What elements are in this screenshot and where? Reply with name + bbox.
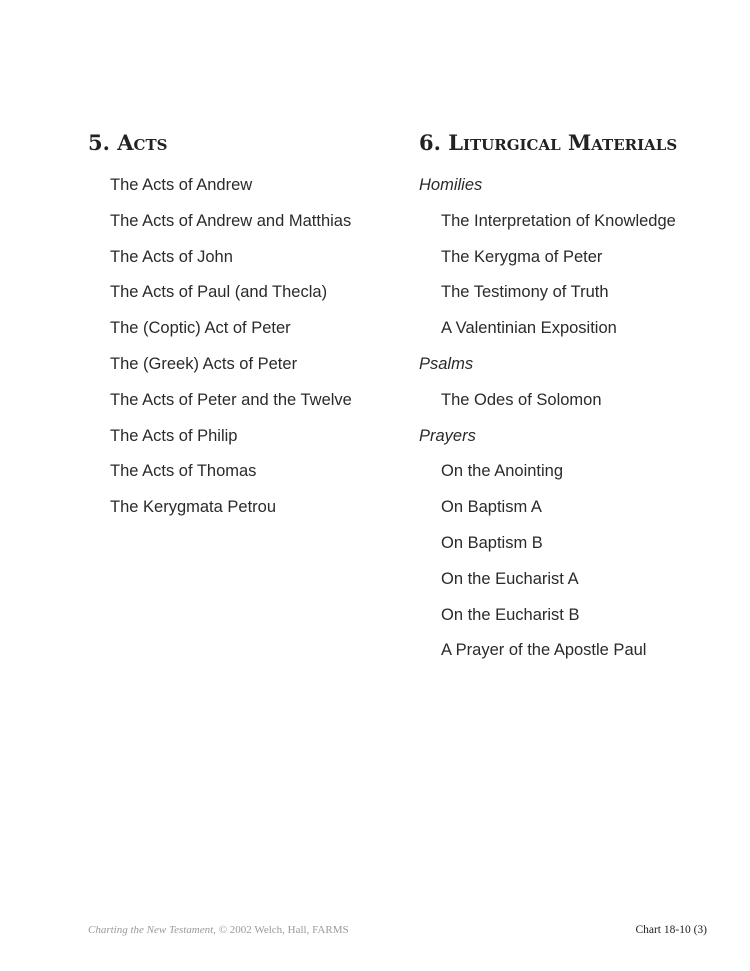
list-item: The Odes of Solomon [441,390,602,409]
list-item: On Baptism A [441,498,542,517]
list-item: On Baptism B [441,533,543,552]
category-homilies: Homilies [419,176,483,194]
footer-chart-number: Chart 18-10 (3) [635,924,707,936]
list-item: The Acts of Philip [110,426,238,445]
list-item: The Acts of Andrew [110,176,253,194]
list-item: A Valentinian Exposition [441,319,617,338]
list-item: On the Eucharist B [441,605,580,624]
list-item: The (Coptic) Act of Peter [110,319,291,338]
list-item: The Acts of John [110,247,233,266]
list-item: A Prayer of the Apostle Paul [441,641,647,660]
list-item: The Interpretation of Knowledge [441,211,676,230]
acts-heading: 5. Acts [88,130,168,155]
list-item: The Acts of Paul (and Thecla) [110,283,328,302]
list-item: The Testimony of Truth [441,283,609,302]
liturgical-column [419,128,739,669]
acts-column [88,128,398,526]
list-item: The (Greek) Acts of Peter [110,354,298,373]
list-item: The Acts of Peter and the Twelve [110,390,352,409]
list-item: On the Anointing [441,462,564,481]
category-psalms: Psalms [419,354,474,373]
footer-copyright: © 2002 Welch, Hall, FARMS [215,924,349,936]
list-item: The Acts of Andrew and Matthias [110,211,352,230]
liturgical-heading: 6. Liturgical Materials [419,130,678,155]
category-prayers: Prayers [419,426,476,445]
list-item: The Kerygmata Petrou [110,498,276,517]
list-item: The Kerygma of Peter [441,247,603,266]
liturgical-list [419,168,739,669]
footer-book-title: Charting the New Testament, [88,924,216,936]
list-item: On the Eucharist A [441,569,579,588]
footer-citation [88,924,349,936]
list-item: The Acts of Thomas [110,462,257,481]
acts-list [88,168,398,526]
